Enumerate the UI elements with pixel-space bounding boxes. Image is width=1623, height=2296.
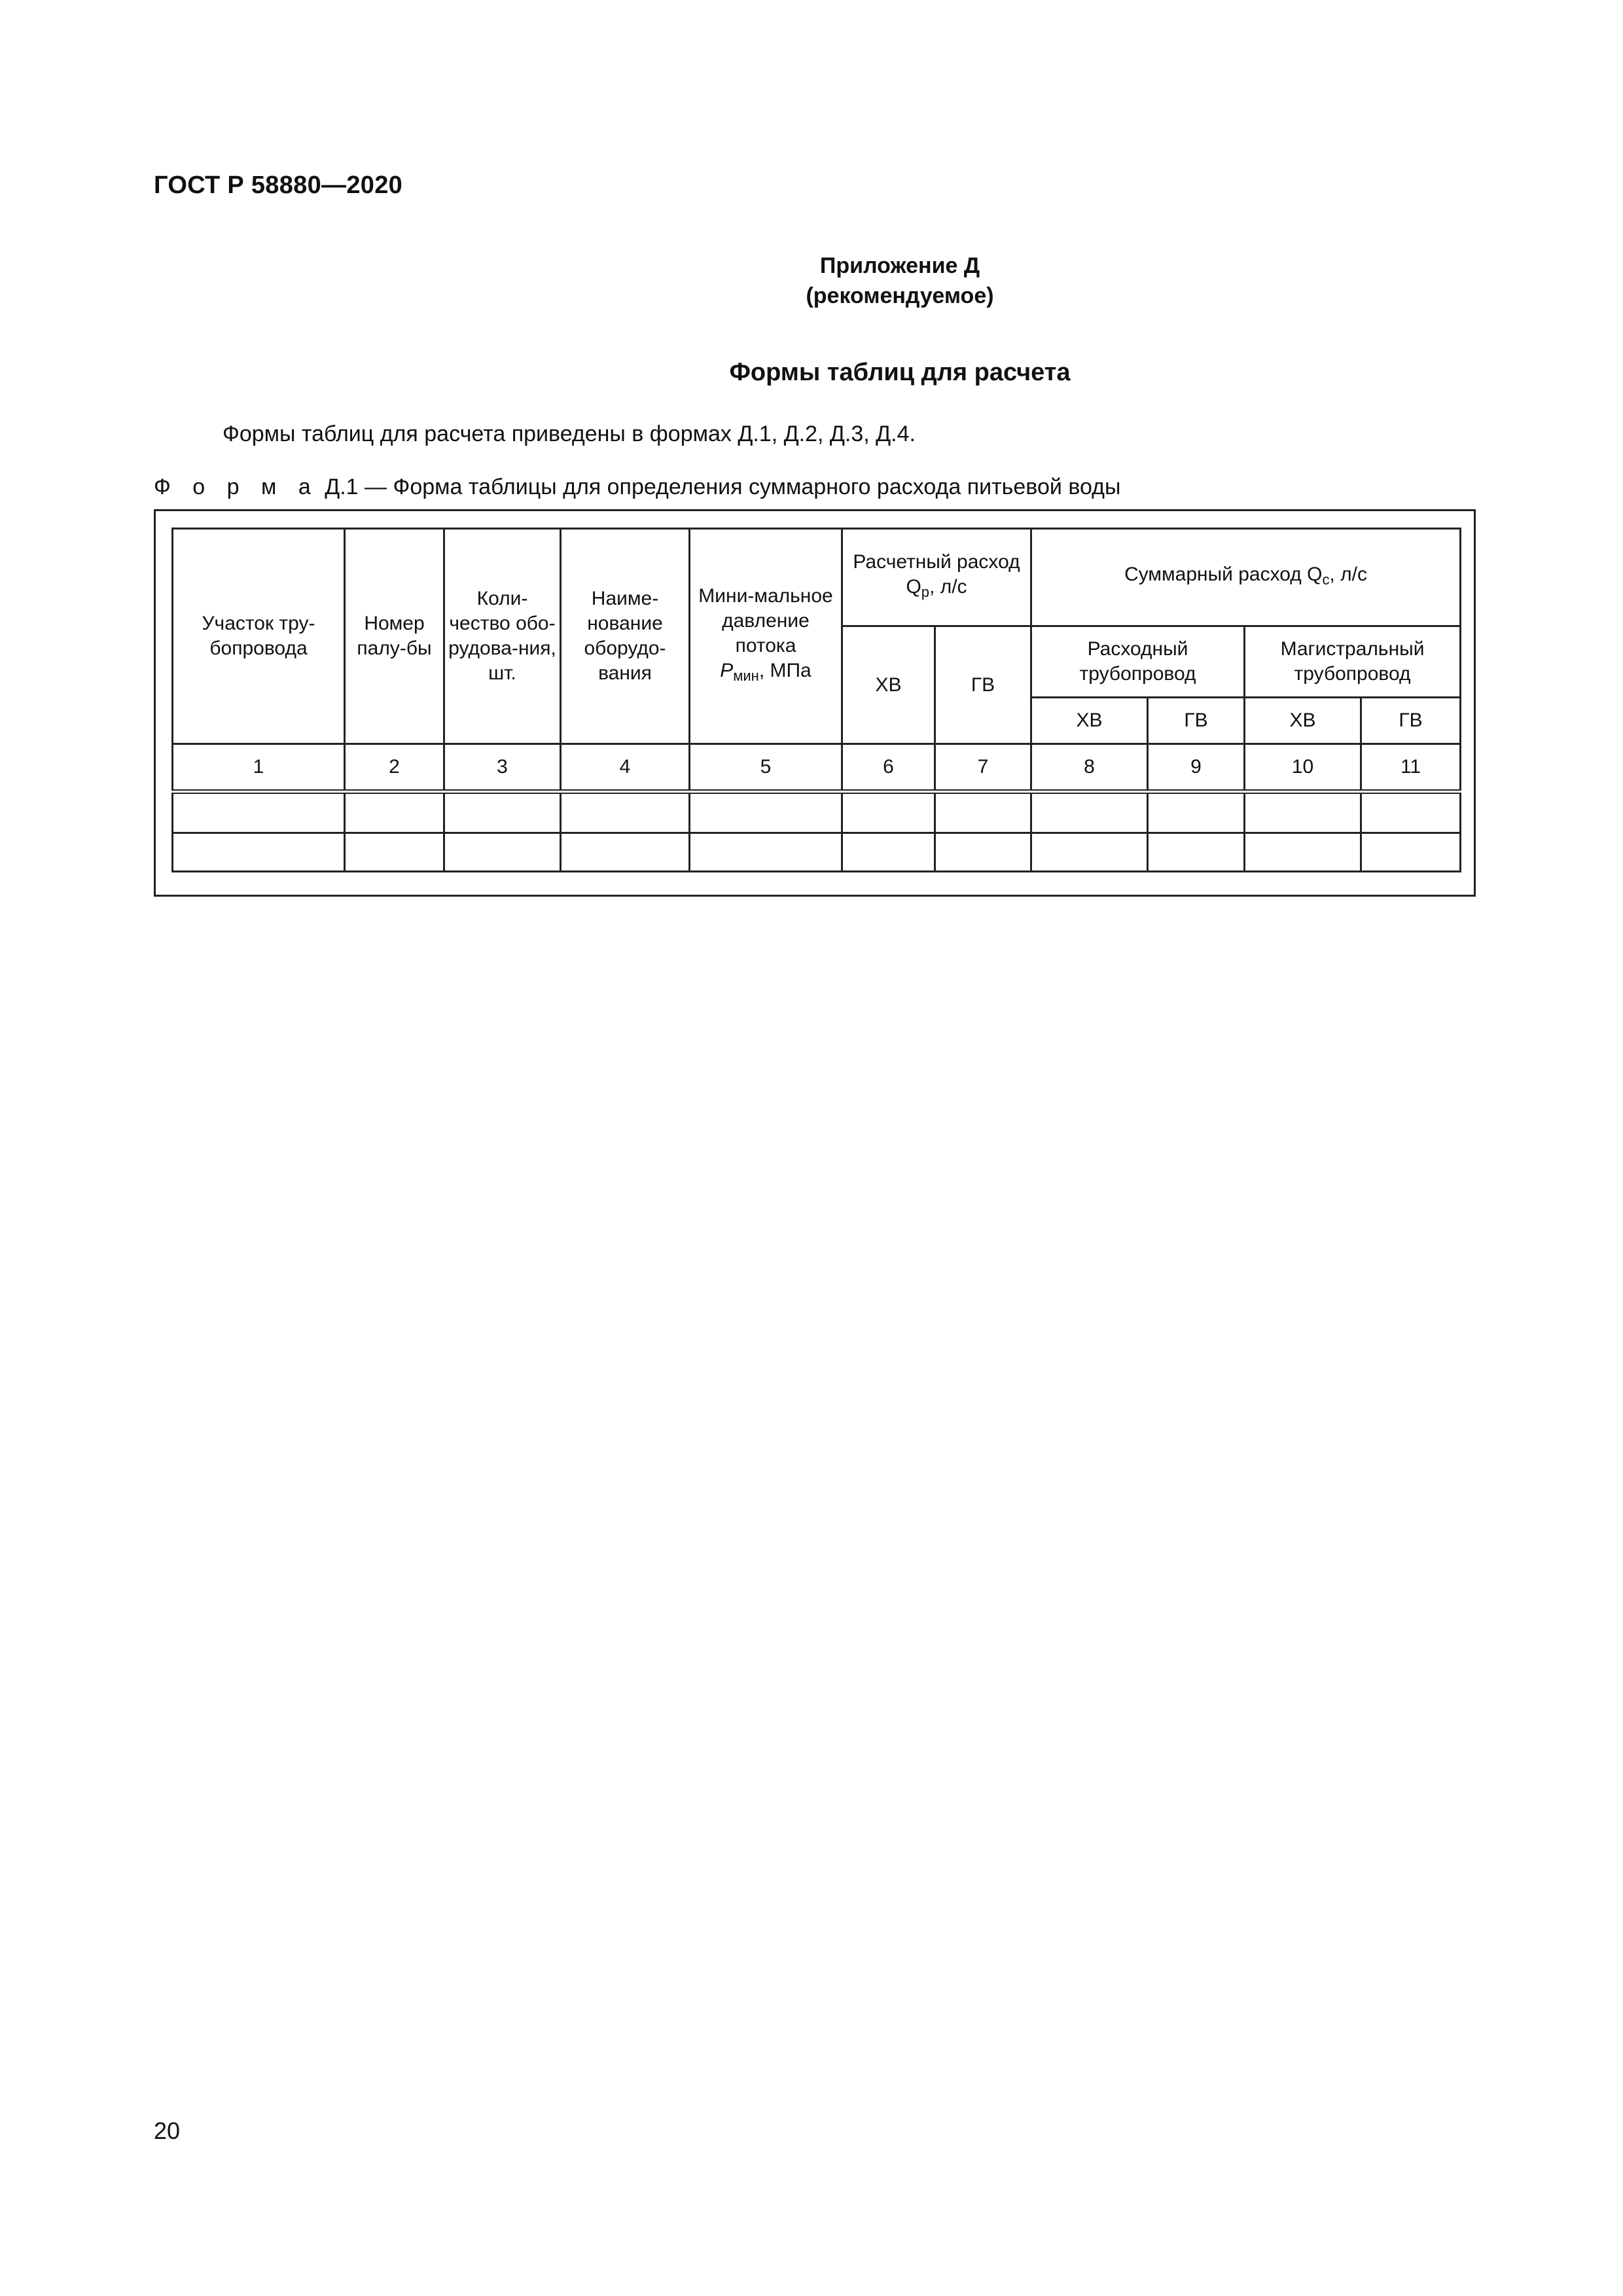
intro-paragraph: Формы таблиц для расчета приведены в формах Д.1, Д.2, Д.3, Д.4. [223, 422, 916, 446]
form-table [171, 528, 1461, 872]
header-deck-number: Номер палу-бы [345, 529, 444, 744]
empty-cell [1148, 792, 1245, 833]
calc-flow-unit: , л/с [929, 576, 967, 598]
total-flow-unit: , л/с [1329, 564, 1367, 585]
calc-flow-subscript: р [921, 584, 930, 600]
calc-flow-label: Расчетный расход Q [853, 551, 1020, 598]
column-number: 2 [345, 744, 444, 792]
empty-cell [173, 833, 345, 872]
column-number: 6 [842, 744, 935, 792]
empty-cell [1361, 792, 1461, 833]
form-caption-prefix: Ф о р м а [154, 475, 319, 499]
column-number: 5 [690, 744, 842, 792]
header-distribution-hot: ГВ [1148, 698, 1245, 744]
empty-cell [842, 792, 935, 833]
header-calc-hot: ГВ [935, 626, 1031, 744]
header-equipment-count: Коли-чество обо-рудова-ния, шт. [444, 529, 561, 744]
empty-cell [561, 792, 690, 833]
header-main-cold: ХВ [1245, 698, 1361, 744]
empty-cell [444, 792, 561, 833]
column-number: 8 [1031, 744, 1148, 792]
header-distribution-pipe: Расходный трубопровод [1031, 626, 1245, 698]
empty-cell [1031, 792, 1148, 833]
appendix-status: (рекомендуемое) [806, 283, 994, 308]
pressure-symbol: P [720, 660, 734, 681]
empty-cell [842, 833, 935, 872]
empty-cell [444, 833, 561, 872]
header-main-pipe: Магистральный трубопровод [1245, 626, 1461, 698]
header-equipment-name: Наиме-нование оборудо-вания [561, 529, 690, 744]
empty-cell [345, 833, 444, 872]
header-main-hot: ГВ [1361, 698, 1461, 744]
column-number: 3 [444, 744, 561, 792]
total-flow-label: Суммарный расход Q [1124, 564, 1323, 585]
section-title: Формы таблиц для расчета [729, 359, 1071, 386]
empty-cell [1148, 833, 1245, 872]
pressure-unit: , МПа [758, 660, 812, 681]
empty-cell [1245, 833, 1361, 872]
table-row [173, 792, 1461, 833]
document-code: ГОСТ Р 58880—2020 [154, 171, 403, 199]
total-flow-subscript: с [1322, 571, 1330, 588]
column-number: 4 [561, 744, 690, 792]
form-caption [154, 475, 1120, 500]
pressure-subscript: мин [733, 668, 759, 684]
page-number: 20 [154, 2117, 181, 2144]
empty-cell [345, 792, 444, 833]
column-number: 10 [1245, 744, 1361, 792]
column-number: 11 [1361, 744, 1461, 792]
empty-cell [561, 833, 690, 872]
appendix-heading [0, 251, 1623, 311]
empty-cell [690, 833, 842, 872]
header-min-pressure-label: Мини-мальное давление потока [698, 585, 833, 656]
header-distribution-cold: ХВ [1031, 698, 1148, 744]
empty-cell [1361, 833, 1461, 872]
empty-cell [1245, 792, 1361, 833]
column-number: 7 [935, 744, 1031, 792]
empty-cell [935, 792, 1031, 833]
empty-cell [935, 833, 1031, 872]
header-min-pressure [690, 529, 842, 744]
column-number: 9 [1148, 744, 1245, 792]
empty-cell [173, 792, 345, 833]
empty-cell [690, 792, 842, 833]
header-total-flow [1031, 529, 1461, 626]
appendix-title: Приложение Д [819, 253, 980, 278]
table-row [173, 833, 1461, 872]
form-caption-text: Д.1 — Форма таблицы для определения суммарного расхода питьевой воды [325, 475, 1121, 499]
form-frame [154, 509, 1476, 897]
header-pipe-section: Участок тру-бопровода [173, 529, 345, 744]
column-number: 1 [173, 744, 345, 792]
header-calc-flow [842, 529, 1031, 626]
empty-cell [1031, 833, 1148, 872]
header-calc-cold: ХВ [842, 626, 935, 744]
column-number-row [173, 744, 1461, 792]
